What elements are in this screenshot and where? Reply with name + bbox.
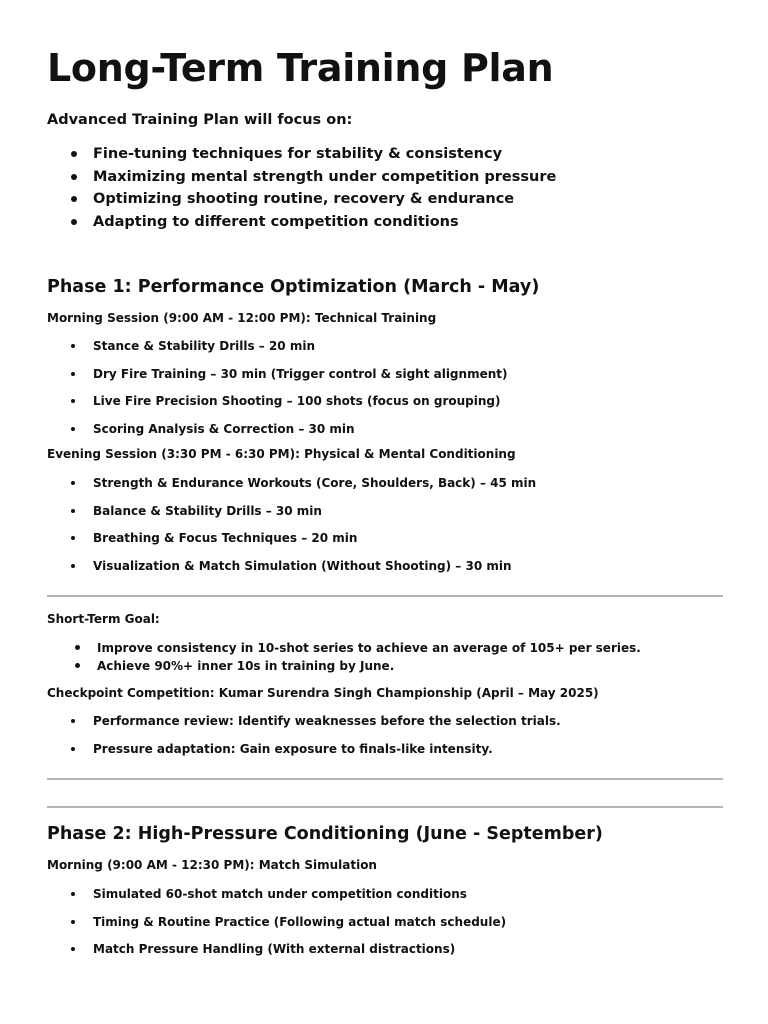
list-item: Live Fire Precision Shooting – 100 shots (focus on grouping) xyxy=(47,392,507,420)
morning-session-label: Morning Session (9:00 AM - 12:00 PM): Technical Training xyxy=(47,311,437,325)
checkpoint-label: Checkpoint Competition: Kumar Surendra Singh Championship (April – May 2025) xyxy=(47,686,599,700)
list-item: Adapting to different competition conditions xyxy=(47,211,556,234)
evening-session-label: Evening Session (3:30 PM - 6:30 PM): Physical & Mental Conditioning xyxy=(47,447,516,461)
divider xyxy=(47,778,723,780)
list-item: Balance & Stability Drills – 30 min xyxy=(47,502,536,530)
intro-text: Advanced Training Plan will focus on: xyxy=(47,112,353,128)
list-item: Breathing & Focus Techniques – 20 min xyxy=(47,529,536,557)
focus-list xyxy=(47,143,556,233)
short-term-goal-list xyxy=(47,639,641,675)
list-item: Achieve 90%+ inner 10s in training by June. xyxy=(47,657,641,675)
divider xyxy=(47,595,723,597)
list-item: Optimizing shooting routine, recovery & endurance xyxy=(47,188,556,211)
evening-session-list xyxy=(47,474,536,584)
morning-session-list xyxy=(47,337,507,447)
list-item: Stance & Stability Drills – 20 min xyxy=(47,337,507,365)
list-item: Match Pressure Handling (With external distractions) xyxy=(47,940,506,968)
list-item: Improve consistency in 10-shot series to achieve an average of 105+ per series. xyxy=(47,639,641,657)
list-item: Pressure adaptation: Gain exposure to finals-like intensity. xyxy=(47,740,561,768)
list-item: Strength & Endurance Workouts (Core, Shoulders, Back) – 45 min xyxy=(47,474,536,502)
page-title: Long-Term Training Plan xyxy=(47,46,554,90)
phase1-heading: Phase 1: Performance Optimization (March - May) xyxy=(47,277,540,297)
list-item: Visualization & Match Simulation (Without Shooting) – 30 min xyxy=(47,557,536,585)
short-term-goal-label: Short-Term Goal: xyxy=(47,612,160,626)
list-item: Scoring Analysis & Correction – 30 min xyxy=(47,420,507,448)
phase2-morning-label: Morning (9:00 AM - 12:30 PM): Match Simulation xyxy=(47,858,377,872)
list-item: Performance review: Identify weaknesses before the selection trials. xyxy=(47,712,561,740)
list-item: Fine-tuning techniques for stability & consistency xyxy=(47,143,556,166)
list-item: Simulated 60-shot match under competition conditions xyxy=(47,885,506,913)
divider xyxy=(47,806,723,808)
phase2-morning-list xyxy=(47,885,506,968)
list-item: Dry Fire Training – 30 min (Trigger control & sight alignment) xyxy=(47,365,507,393)
phase2-heading: Phase 2: High-Pressure Conditioning (June - September) xyxy=(47,824,603,844)
checkpoint-list xyxy=(47,712,561,767)
list-item: Maximizing mental strength under competition pressure xyxy=(47,166,556,189)
list-item: Timing & Routine Practice (Following actual match schedule) xyxy=(47,913,506,941)
